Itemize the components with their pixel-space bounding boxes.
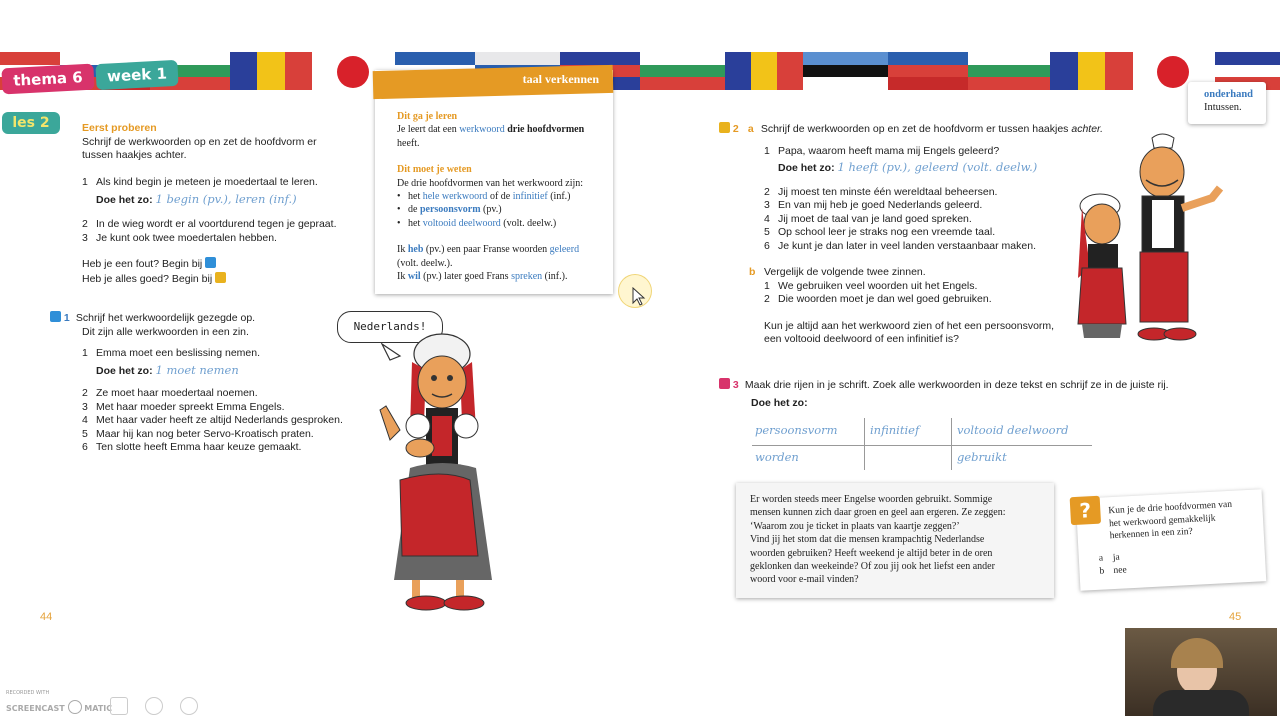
doe-label: Doe het zo: — [96, 193, 153, 206]
presenter-shoulders — [1153, 690, 1249, 716]
red-dot-right — [1157, 56, 1189, 88]
doe-het-zo-row — [82, 193, 372, 208]
list-item: 1 Papa, waarom heeft mama mij Engels geleerd? — [764, 144, 1000, 157]
exercise-list-a — [82, 176, 372, 245]
instruction-line: Dit zijn alle werkwoorden in een zin. — [82, 325, 249, 338]
handwritten-answer: 1 heeft (pv.), geleerd (volt. deelw.) — [837, 160, 1038, 174]
list-item: 6 Ten slotte heeft Emma haar keuze gemaakt. — [82, 441, 302, 453]
handwritten-answer: 1 moet nemen — [155, 362, 239, 377]
level-hints — [82, 257, 372, 286]
list-item: 1 Als kind begin je meteen je moedertaal te leren. — [82, 176, 318, 188]
list-item: 2 Ze moet haar moedertaal noemen. — [82, 387, 258, 399]
doe-het-zo-row: Doe het zo: 1 heeft (pv.), geleerd (volt. deelw.) — [778, 160, 1038, 174]
intussen-text: Intussen. — [1204, 102, 1242, 113]
example-a-2: (volt. deelw.). — [397, 257, 453, 269]
eerst-proberen-section — [82, 122, 372, 163]
red-dot-left — [337, 56, 369, 88]
taal-content — [397, 110, 602, 283]
table-header-cell: persoonsvorm — [755, 423, 838, 437]
exercise-3 — [719, 378, 1219, 410]
list-item: 5 Maar hij kan nog beter Servo-Kroatisch praten. — [82, 427, 314, 440]
option-item[interactable]: b nee — [1099, 564, 1127, 577]
flag-bulgaria — [640, 52, 725, 90]
flag-red-blue — [888, 52, 968, 90]
flag-romania — [230, 52, 312, 90]
dice-icon — [719, 122, 730, 133]
table-vline — [864, 418, 865, 470]
dit-ga-text-2: heeft. — [397, 137, 420, 149]
dutch-girl-illustration — [360, 330, 500, 615]
instruction-line: Schrijf de werkwoorden op en zet de hoofdvorm er — [82, 135, 317, 148]
list-item: 2 Die woorden moet je dan wel goed gebruiken. — [764, 293, 992, 305]
dutch-family-illustration — [1062, 128, 1240, 350]
passage-line: woord voor e-mail vinden? — [750, 574, 859, 586]
flag-bulgaria-2 — [968, 52, 1050, 90]
list-item: 3 En van mij heb je goed Nederlands geleerd. — [764, 199, 983, 211]
list-item: 2 Jij moest ten minste één wereldtaal beheersen. — [764, 185, 998, 198]
onderhand-box — [1188, 82, 1266, 124]
passage-line: woorden gebruiken? Heeft weekend je altijd beter in de oren — [750, 547, 993, 559]
example-b: Ik wil (pv.) later goed Frans spreken (inf.). — [397, 271, 568, 283]
taal-verkennen-label: taal verkennen — [522, 72, 599, 86]
dit-moet-title: Dit moet je weten — [397, 164, 472, 176]
self-check-options — [1099, 551, 1127, 578]
self-check-card — [1076, 489, 1267, 591]
passage-line: Vind jij het stom dat die mensen krampachtig Nederlandse — [750, 534, 985, 546]
question-line: Kun je altijd aan het werkwoord zien of het een persoonsvorm, — [764, 319, 1055, 332]
passage-line: ‘Waarom zou je ticket in plaats van kaartje zeggen?’ — [750, 520, 960, 532]
record-icon — [68, 700, 82, 714]
doe-label: Doe het zo: — [751, 396, 808, 409]
passage-line: geklonken dan weekeinde? Of zou jij ook het liefst een ander — [750, 561, 995, 573]
speech-bubble: Nederlands! — [337, 311, 443, 343]
bullet-item: • het hele werkwoord of de infinitief (inf.) — [397, 191, 571, 203]
flag-romania-2 — [725, 52, 803, 90]
list-item: 1 We gebruiken veel woorden uit het Engels. — [764, 279, 978, 292]
flag-romania-3 — [1050, 52, 1133, 90]
flag-banner — [0, 52, 1280, 90]
onderhand-title: onderhand — [1204, 89, 1254, 100]
dice-icon — [215, 272, 226, 283]
word-table — [752, 418, 1092, 470]
dice-pink-icon — [719, 378, 730, 389]
table-cell: worden — [755, 450, 799, 464]
theme-tab: thema 6 — [1, 64, 94, 95]
copy-icon[interactable] — [110, 697, 128, 715]
dit-ga-title: Dit ga je leren — [397, 111, 458, 122]
webcam-overlay — [1125, 628, 1277, 716]
star-icon — [50, 311, 61, 322]
taal-verkennen-box — [375, 70, 613, 294]
option-item[interactable]: a ja — [1098, 552, 1120, 564]
dit-ga-text: Je leert dat een werkwoord drie hoofdvormen — [397, 124, 585, 136]
table-vline — [951, 418, 952, 470]
bullet-item: • de persoonsvorm (pv.) — [397, 204, 502, 216]
list-item: 3 Met haar moeder spreekt Emma Engels. — [82, 400, 285, 413]
passage-line: Er worden steeds meer Engelse woorden gebruikt. Sommige — [750, 494, 993, 505]
hint-goed: Heb je alles goed? Begin bij — [82, 272, 372, 287]
lesson-tab: les 2 — [2, 112, 60, 134]
instruction-line: tussen haakjes achter. — [82, 149, 187, 161]
doe-het-zo-row: Doe het zo: 1 moet nemen — [96, 362, 239, 377]
list-item: 1 Emma moet een beslissing nemen. — [82, 347, 260, 359]
list-item: 3 Je kunt ook twee moedertalen hebben. — [82, 231, 277, 244]
exercise-2b-header: b Vergelijk de volgende twee zinnen. — [749, 266, 926, 278]
zoom-icon[interactable] — [145, 697, 163, 715]
list-item: 5 Op school leer je straks nog een vreemde taal. — [764, 226, 996, 238]
flag-estonia — [803, 52, 888, 90]
example-a: Ik heb (pv.) een paar Franse woorden geleerd — [397, 244, 580, 256]
page-number-left: 44 — [40, 611, 53, 623]
question-icon: ? — [1070, 496, 1101, 526]
page-number-right: 45 — [1229, 611, 1242, 623]
watermark-recorded: RECORDED WITH — [6, 690, 50, 696]
mouse-pointer-icon — [632, 287, 646, 307]
watermark-screencast: SCREENCAST MATIC — [6, 700, 112, 714]
hint-fout: Heb je een fout? Begin bij — [82, 257, 372, 272]
bullet-item: • het voltooid deelwoord (volt. deelw.) — [397, 217, 557, 229]
star-icon — [205, 257, 216, 268]
presenter-hair — [1171, 638, 1223, 668]
exercise-3-header: 3 Maak drie rijen in je schrift. Zoek alle werkwoorden in deze tekst en schrijf ze in de juiste rij. — [719, 378, 1219, 393]
text-passage-box — [736, 483, 1054, 598]
list-item: 6 Je kunt je dan later in veel landen verstaanbaar maken. — [764, 239, 1036, 252]
table-header-cell: infinitief — [870, 423, 920, 437]
eerst-proberen-title: Eerst proberen — [82, 122, 157, 134]
list-item: 4 Met haar vader heeft ze altijd Nederlands gesproken. — [82, 414, 343, 426]
passage-line: mensen kunnen zich daar groen en geel aan ergeren. Ze zeggen: — [750, 507, 1006, 519]
self-check-text: Kun je de drie hoofdvormen van het werkwoord gemakkelijk herkennen in een zin? — [1108, 499, 1233, 542]
list-item: 4 Jij moet de taal van je land goed spreken. — [764, 212, 972, 225]
table-hline — [752, 445, 1092, 446]
table-header-cell: voltooid deelwoord — [957, 423, 1069, 437]
dit-moet-intro: De drie hoofdvormen van het werkwoord zijn: — [397, 177, 584, 189]
more-icon[interactable] — [180, 697, 198, 715]
exercise-1-header: 1 Schrijf het werkwoordelijk gezegde op. — [50, 311, 370, 326]
exercise-1 — [50, 311, 370, 455]
question-line: een voltooid deelwoord of een infinitief is? — [764, 333, 959, 345]
week-tab: week 1 — [95, 60, 178, 90]
exercise-2a-header: 2 a Schrijf de werkwoorden op en zet de hoofdvorm er tussen haakjes achter. — [719, 122, 1139, 137]
table-cell: gebruikt — [957, 450, 1007, 464]
handwritten-answer: 1 begin (pv.), leren (inf.) — [155, 191, 297, 206]
list-item: 2 In de wieg wordt er al voortdurend tegen je gepraat. — [82, 218, 337, 230]
